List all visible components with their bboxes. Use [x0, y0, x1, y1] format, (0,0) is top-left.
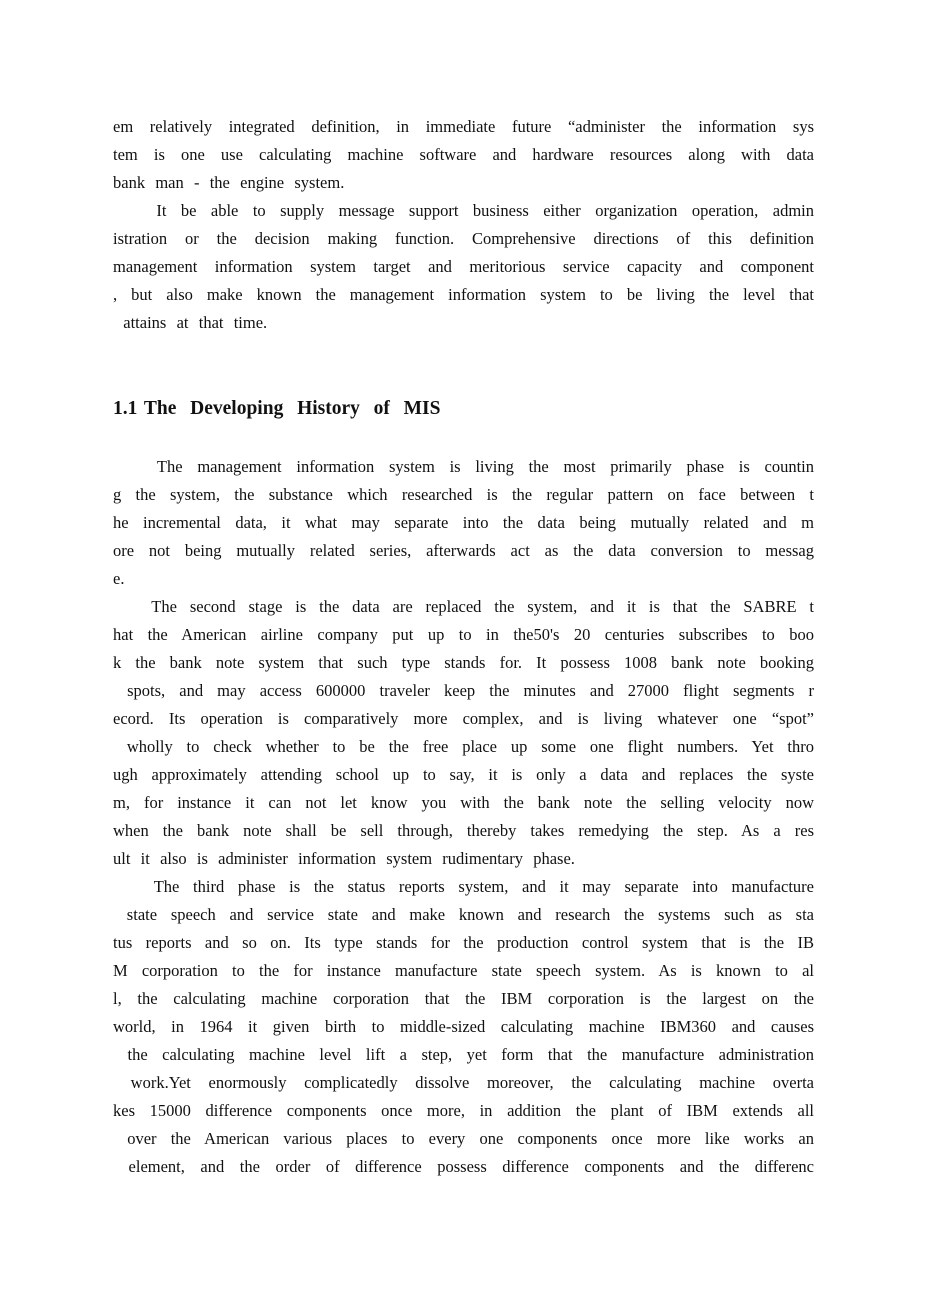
text-line: m, for instance it can not let know you with the bank note the selling velocity now — [113, 793, 814, 812]
text-line: he incremental data, it what may separate into the data being mutually related and m — [113, 513, 814, 532]
text-line: element, and the order of difference possess difference components and the differenc — [113, 1157, 814, 1176]
text-line: e. — [113, 569, 125, 588]
text-line: over the American various places to every one components once more like works an — [113, 1129, 814, 1148]
text-line: , but also make known the management information system to be living the level that — [113, 285, 814, 304]
text-line: work.Yet enormously complicatedly dissolve moreover, the calculating machine overta — [113, 1073, 814, 1092]
text-line: bank man - the engine system. — [113, 173, 345, 192]
text-line: l, the calculating machine corporation that the IBM corporation is the largest on the — [113, 989, 814, 1008]
text-line: It be able to supply message support business either organization operation, admin — [113, 201, 814, 220]
text-line: The third phase is the status reports system, and it may separate into manufacture — [113, 877, 814, 896]
text-line: spots, and may access 600000 traveler keep the minutes and 27000 flight segments r — [113, 681, 814, 700]
text-line: tus reports and so on. Its type stands for the production control system that is the IB — [113, 933, 814, 952]
text-line: hat the American airline company put up to in the50's 20 centuries subscribes to boo — [113, 625, 814, 644]
text-line: when the bank note shall be sell through, thereby takes remedying the step. As a res — [113, 821, 814, 840]
text-line: ecord. Its operation is comparatively more complex, and is living whatever one “spot” — [113, 709, 814, 728]
text-line: the calculating machine level lift a step, yet form that the manufacture administration — [113, 1045, 814, 1064]
text-line: The second stage is the data are replaced the system, and it is that the SABRE t — [113, 597, 814, 616]
text-line: world, in 1964 it given birth to middle-sized calculating machine IBM360 and causes — [113, 1017, 814, 1036]
text-line: ugh approximately attending school up to say, it is only a data and replaces the syste — [113, 765, 814, 784]
text-line: tem is one use calculating machine software and hardware resources along with data — [113, 145, 814, 164]
text-line: istration or the decision making function. Comprehensive directions of this definition — [113, 229, 814, 248]
text-line: attains at that time. — [113, 313, 268, 332]
text-line: g the system, the substance which researched is the regular pattern on face between t — [113, 485, 814, 504]
text-line: management information system target and meritorious service capacity and component — [113, 257, 814, 276]
text-line: The management information system is living the most primarily phase is countin — [113, 457, 814, 476]
text-line: ore not being mutually related series, afterwards act as the data conversion to messag — [113, 541, 814, 560]
text-line: wholly to check whether to be the free place up some one flight numbers. Yet thro — [113, 737, 814, 756]
text-line: state speech and service state and make known and research the systems such as sta — [113, 905, 814, 924]
text-line: k the bank note system that such type stands for. It possess 1008 bank note booking — [113, 653, 814, 672]
text-line: ult it also is administer information system rudimentary phase. — [113, 849, 575, 868]
section-heading: 1.1 The Developing History of MIS — [113, 398, 441, 419]
text-line: kes 15000 difference components once more, in addition the plant of IBM extends all — [113, 1101, 814, 1120]
text-line: M corporation to the for instance manufacture state speech system. As is known to al — [113, 961, 814, 980]
text-line: em relatively integrated definition, in immediate future “administer the information sys — [113, 117, 814, 136]
